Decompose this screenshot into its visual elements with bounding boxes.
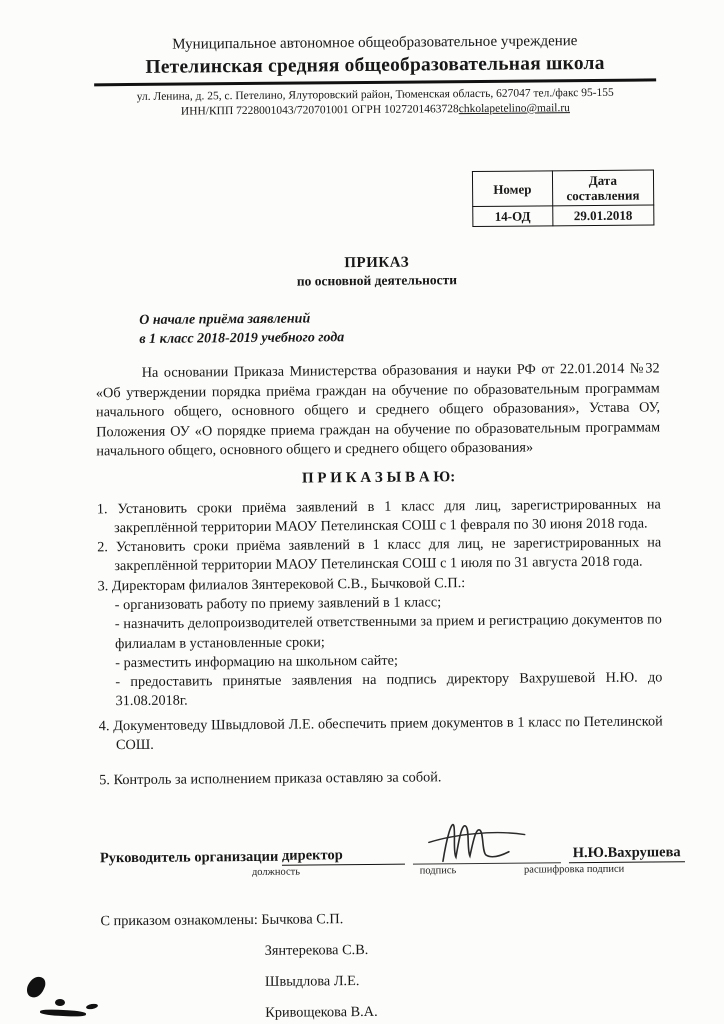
order-item-1 [97, 495, 661, 539]
item-number: 1. [96, 500, 108, 517]
meta-header-row [472, 170, 653, 207]
document-subtitle: по основной деятельности [296, 272, 458, 289]
column-number: Номер [472, 171, 552, 207]
signature-role-label: Руководитель организации [99, 848, 279, 866]
order-subject [139, 306, 659, 349]
item-number: 2. [97, 539, 109, 556]
order-item-3-sub-4: - предоставить принятые заявления на подпись директору Вахрушевой Н.Ю. до 31.08.2018г. [115, 669, 663, 710]
item-text: Документоведу Швыдловой Л.Е. обеспечить прием документов в 1 класс по Петелинской СОШ. [113, 713, 663, 754]
order-number-value: 14-ОД [473, 206, 553, 227]
acknowledged-name-4: Кривощекова В.А. [265, 1003, 378, 1021]
order-item-3-sub-1: - организовать работу по приему заявлений в 1 класс; [114, 594, 442, 614]
item-number: 3. [97, 577, 109, 595]
handwritten-signature-icon [420, 814, 540, 867]
acknowledged-name-2: Зянтерекова С.В. [264, 941, 369, 959]
email-link[interactable]: chkolapetelino@mail.ru [458, 102, 570, 116]
inn-ogrn-text: ИНН/КПП 7228001043/720701001 ОГРН 1027201463728 [180, 103, 459, 118]
acknowledgment-label: С приказом ознакомлены: [100, 911, 258, 929]
order-item-3-sub-3: - разместить информацию на школьном сайте; [115, 652, 399, 672]
acknowledgment-block [100, 907, 665, 1024]
item-text: Установить сроки приёма заявлений в 1 класс для лиц, зарегистрированных на закреплённой территории МАОУ Петелинская СОШ с 1 февраля по 30 июня 2018 года. [113, 495, 661, 536]
item-text: Установить сроки приёма заявлений в 1 класс для лиц, не зарегистрированных на закреплённой территории МАОУ Петелинская СОШ с 1 июля по 31 августа 2018 года. [114, 534, 662, 575]
organization-type: Муниципальное автономное общеобразовательное учреждение [172, 33, 578, 53]
item-number: 4. [98, 717, 110, 735]
order-meta-table [472, 169, 654, 227]
signature-position-value: директор [282, 846, 405, 865]
column-date: Дата составления [552, 170, 654, 206]
scan-artifact [55, 999, 65, 1006]
meta-value-row [473, 205, 654, 227]
caption-name: расшифровка подписи [523, 863, 625, 876]
caption-sign: подпись [419, 864, 457, 877]
resolve-word: П Р И К А З Ы В А Ю: [301, 468, 456, 487]
preamble-paragraph: На основании Приказа Министерства образования и науки РФ от 22.01.2014 №32 «Об утверждении порядка приёма граждан на обучение по образовательным программам начального общего, основного общего и среднего общего образования», Устава ОУ, Положения ОУ «О порядке приема граждан на обучение по образовательным программам начального общего, основного общего и среднего общего образования» [95, 360, 661, 460]
order-item-5 [99, 767, 663, 791]
item-text: Директорам филиалов Зянтерековой С.В., Бычковой С.П.: [111, 574, 466, 594]
caption-position: должность [251, 866, 301, 878]
item-number: 5. [99, 772, 111, 789]
order-date-value: 29.01.2018 [552, 205, 654, 226]
acknowledgment-line [100, 907, 664, 931]
order-item-4 [99, 712, 663, 756]
signature-name: Н.Ю.Вахрушева [569, 844, 685, 863]
order-items-list [97, 495, 664, 791]
subject-line-1: О начале приёма заявлений [139, 311, 311, 328]
address-line: ул. Ленина, д. 25, с. Петелино, Ялуторовский район, Тюменская область, 627047 тел./факс 95-155 [136, 86, 614, 103]
document-title: ПРИКАЗ [344, 254, 410, 272]
school-name: Петелинская средняя общеобразовательная школа [145, 52, 605, 78]
order-item-3-sub-2: - назначить делопроизводителей ответственными за прием и регистрацию документов по филиалам в установленные сроки; [114, 611, 662, 652]
item-text: Контроль за исполнением приказа оставляю за собой. [113, 769, 442, 789]
acknowledged-name-3: Швыдлова Л.Е. [264, 972, 360, 990]
subject-line-2: в 1 класс 2018-2019 учебного года [139, 330, 345, 347]
acknowledged-name-1: Бычкова С.П. [261, 910, 344, 928]
order-item-2 [97, 533, 661, 577]
signature-field [412, 811, 560, 864]
signature-row [99, 810, 681, 867]
